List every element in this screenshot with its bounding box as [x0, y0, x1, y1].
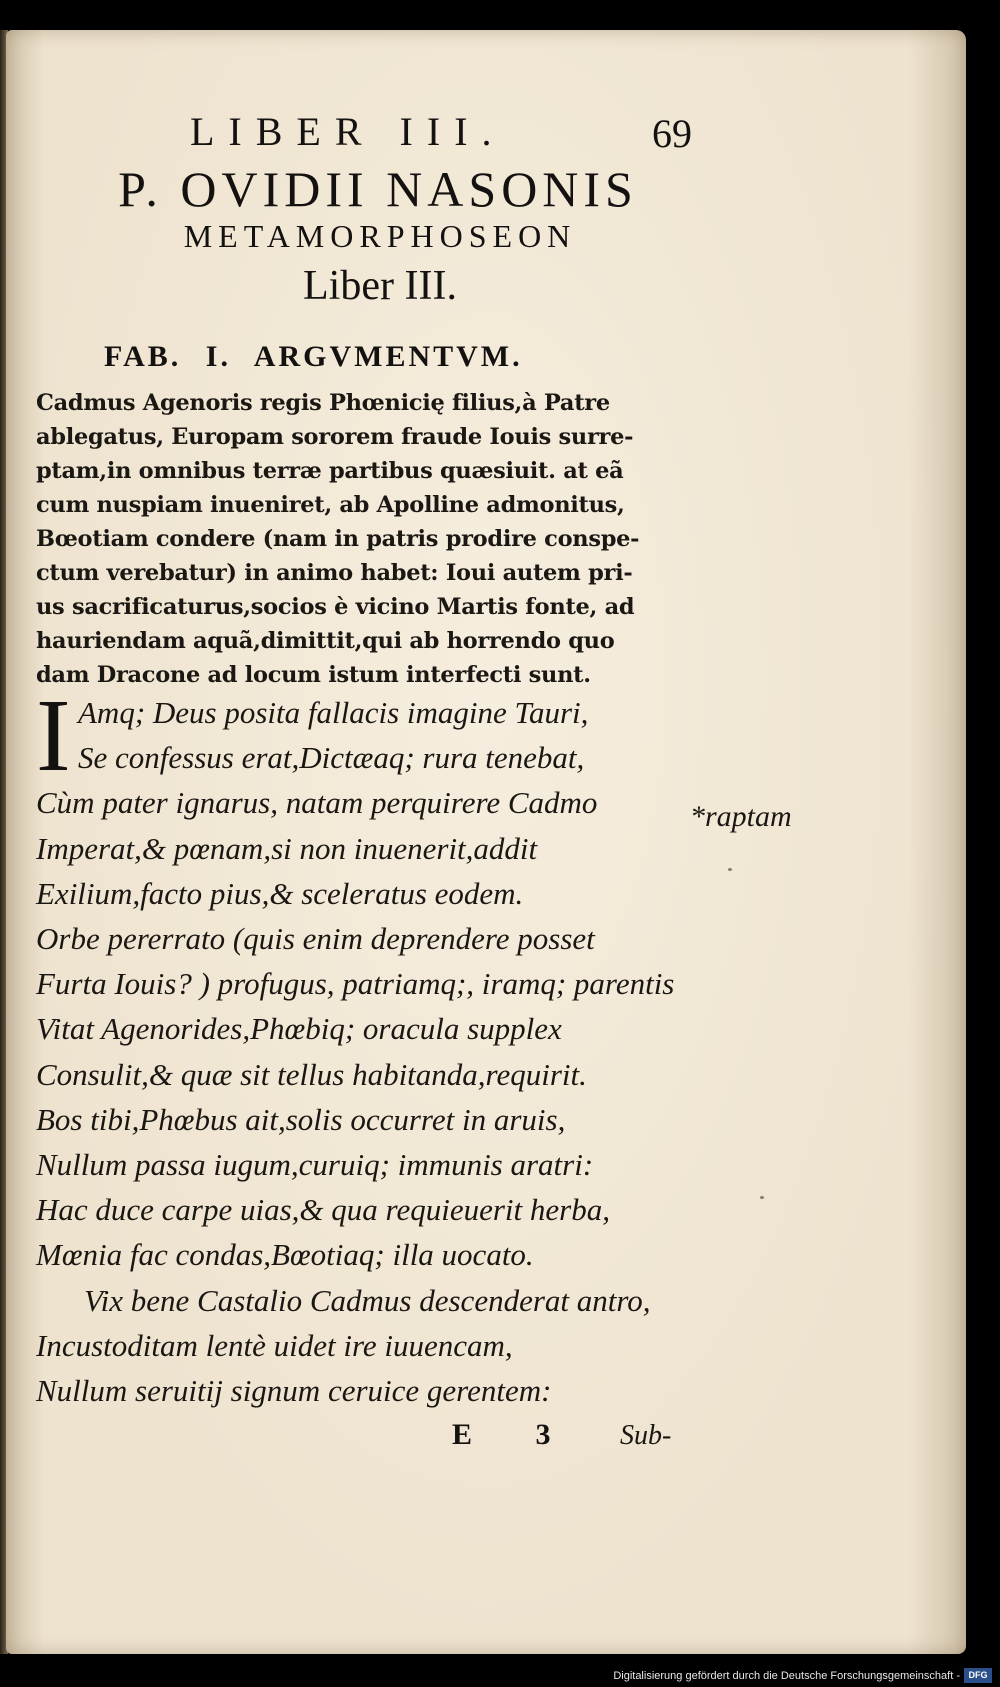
title-author: P. OVIDII NASONIS — [118, 161, 638, 217]
verse-line: Exilium,facto pius,& sceleratus eodem. — [36, 875, 524, 911]
drop-cap-initial: I — [36, 678, 71, 793]
argument-line: cum nuspiam inueniret, ab Apolline admonitus, — [36, 492, 625, 518]
verse-line: Cùm pater ignarus, natam perquirere Cadmo — [36, 785, 598, 821]
title-work: METAMORPHOSEON — [183, 218, 577, 254]
footer-bar — [0, 1661, 1000, 1687]
verse-line: Se confessus erat,Dictæaq; rura tenebat, — [78, 740, 585, 776]
verse-line: Mœnia fac condas,Bœotiaq; illa uocato. — [36, 1237, 534, 1273]
argument-line: ablegatus, Europam sororem fraude Iouis surre- — [36, 424, 634, 450]
fable-heading: FAB. I. ARGVMENTVM. — [104, 340, 523, 373]
verse-body — [36, 780, 716, 1413]
argument-line: hauriendam aquã,dimittit,qui ab horrendo quo — [36, 628, 615, 654]
verse-line: Vix bene Castalio Cadmus descenderat antro, — [84, 1282, 651, 1318]
margin-annotation: *raptam — [690, 800, 792, 833]
verse-line: Furta Iouis? ) profugus, patriamq;, iramq; parentis — [36, 966, 675, 1002]
argument-paragraph — [36, 386, 696, 692]
verse-opening-lines — [78, 690, 588, 780]
verse-line: Hac duce carpe uias,& qua requieuerit herba, — [36, 1192, 610, 1228]
verse-line: Orbe pererrato (quis enim deprendere posset — [36, 921, 595, 956]
argument-line: ctum verebatur) in animo habet: Ioui autem pri- — [36, 560, 633, 586]
argument-line: Bœotiam condere (nam in patris prodire conspe- — [36, 526, 640, 552]
ink-speck — [760, 1196, 764, 1199]
catchword: Sub- — [620, 1420, 672, 1451]
verse-line: Amq; Deus posita fallacis imagine Tauri, — [78, 695, 589, 730]
running-head: LIBER III. — [190, 109, 506, 154]
verse-line: Bos tibi,Phœbus ait,solis occurret in aruis, — [36, 1101, 566, 1137]
argument-line: Cadmus Agenoris regis Phœnicię filius,à Patre — [36, 390, 610, 416]
verse-line: Imperat,& pœnam,si non inuenerit,addit — [36, 830, 538, 866]
verse-line: Incustoditam lentè uidet ire iuuencam, — [36, 1327, 513, 1363]
verse-line: Vitat Agenorides,Phœbiq; oracula supplex — [36, 1011, 562, 1047]
argument-line: ptam,in omnibus terræ partibus quæsiuit. at eã — [36, 458, 624, 484]
argument-line: us sacrificaturus,socios è vicino Martis fonte, ad — [36, 594, 635, 620]
title-book: Liber III. — [303, 263, 457, 309]
footer-credit: Digitalisierung gefördert durch die Deutsche Forschungsgemeinschaft - — [613, 1670, 960, 1682]
argument-line: dam Dracone ad locum istum interfecti sunt. — [36, 662, 591, 688]
verse-line: Nullum passa iugum,curuiq; immunis aratri: — [36, 1147, 594, 1183]
page-number: 69 — [652, 111, 692, 156]
signature-mark: E 3 — [452, 1418, 579, 1451]
dfg-logo: DFG — [964, 1668, 992, 1683]
verse-line: Nullum seruitij signum ceruice gerentem: — [36, 1373, 552, 1409]
verse-line: Consulit,& quæ sit tellus habitanda,requirit. — [36, 1056, 587, 1092]
ink-speck — [728, 868, 732, 871]
